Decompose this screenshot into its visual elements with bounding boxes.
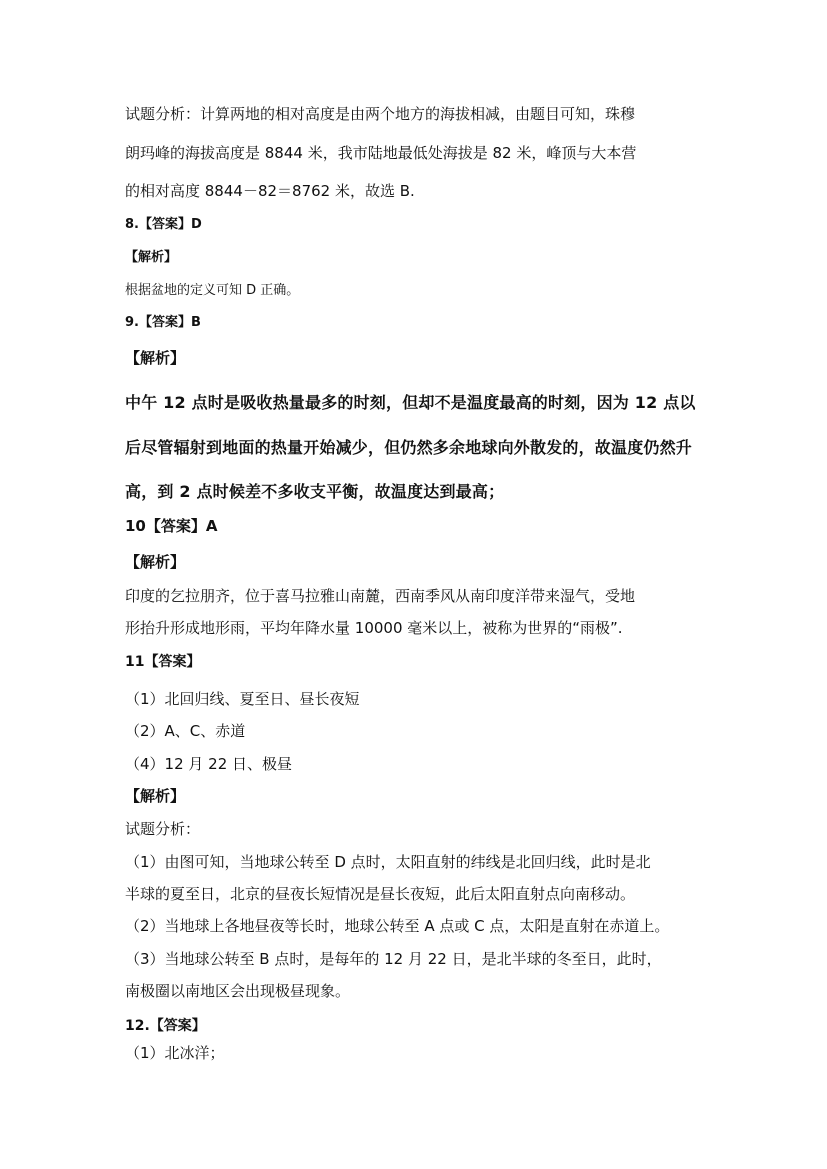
q8-analysis-label: 【解析】 xyxy=(125,250,178,265)
q11-answer-item-2: （2）A、C、赤道 xyxy=(125,722,246,740)
q10-answer: 10【答案】A xyxy=(125,517,218,535)
q9-analysis-label: 【解析】 xyxy=(125,349,186,367)
q12-answer-item-1: （1）北冰洋； xyxy=(125,1044,225,1062)
q11-explanation-1-line-1: （1）由图可知，当地球公转至 D 点时，太阳直射的纬线是北回归线，此时是北 xyxy=(125,853,651,871)
q7-analysis-line-3: 的相对高度 8844－82＝8762 米，故选 B. xyxy=(125,182,415,200)
q11-answer-item-1: （1）北回归线、夏至日、昼长夜短 xyxy=(125,690,360,708)
q9-text-line-3: 高，到 2 点时候差不多收支平衡，故温度达到最高； xyxy=(125,482,505,501)
q11-explanation-3-line-2: 南极圈以南地区会出现极昼现象。 xyxy=(125,982,351,1000)
q11-answer-item-4: （4）12 月 22 日、极昼 xyxy=(125,755,293,773)
q10-text-line-1: 印度的乞拉朋齐，位于喜马拉雅山南麓，西南季风从南印度洋带来湿气，受地 xyxy=(125,587,636,605)
q7-analysis-line-1: 试题分析：计算两地的相对高度是由两个地方的海拔相减，由题目可知，珠穆 xyxy=(125,105,636,123)
q11-analysis-label: 【解析】 xyxy=(125,787,186,805)
q10-text-line-2: 形抬升形成地形雨，平均年降水量 10000 毫米以上，被称为世界的“雨极”. xyxy=(125,619,623,637)
q9-text-line-1: 中午 12 点时是吸收热量最多的时刻，但却不是温度最高的时刻，因为 12 点以 xyxy=(125,393,696,412)
q9-text-line-2: 后尽管辐射到地面的热量开始减少，但仍然多余地球向外散发的，故温度仍然升 xyxy=(125,438,693,457)
q8-analysis-text: 根据盆地的定义可知 D 正确。 xyxy=(125,283,300,298)
q12-answer: 12.【答案】 xyxy=(125,1018,206,1034)
q8-answer: 8.【答案】D xyxy=(125,217,202,232)
q9-answer: 9.【答案】B xyxy=(125,315,201,330)
q11-analysis-intro: 试题分析： xyxy=(125,820,201,838)
q10-analysis-label: 【解析】 xyxy=(125,553,186,571)
q11-answer: 11【答案】 xyxy=(125,654,201,670)
q7-analysis-line-2: 朗玛峰的海拔高度是 8844 米，我市陆地最低处海拔是 82 米，峰顶与大本营 xyxy=(125,144,637,162)
q11-explanation-1-line-2: 半球的夏至日，北京的昼夜长短情况是昼长夜短，此后太阳直射点向南移动。 xyxy=(125,885,636,903)
q11-explanation-3-line-1: （3）当地球公转至 B 点时，是每年的 12 月 22 日，是北半球的冬至日，此时， xyxy=(125,950,662,968)
q11-explanation-2: （2）当地球上各地昼夜等长时，地球公转至 A 点或 C 点，太阳是直射在赤道上。 xyxy=(125,917,670,935)
